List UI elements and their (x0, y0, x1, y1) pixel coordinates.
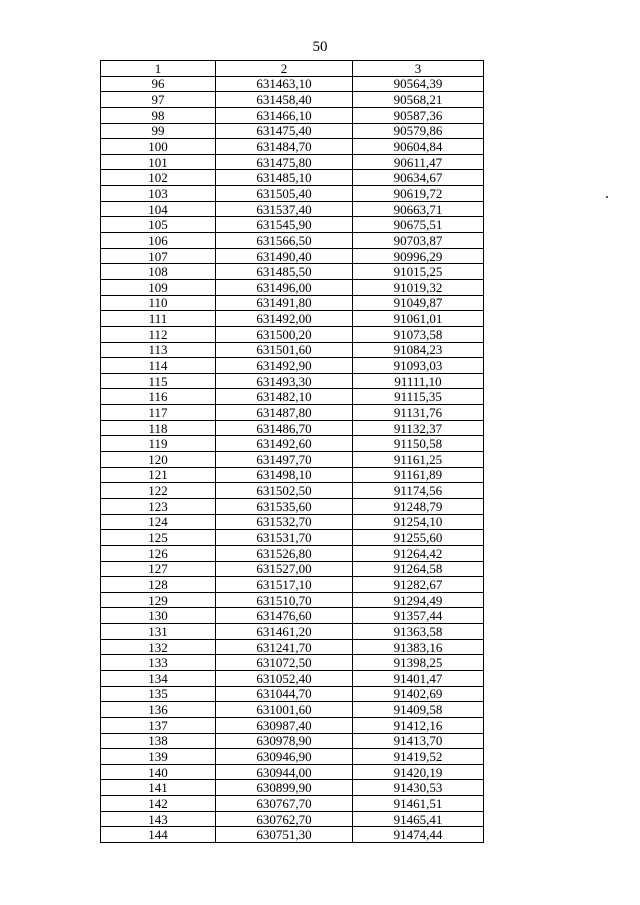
cell-x-coordinate: 631527,00 (216, 561, 353, 577)
table-row (101, 686, 484, 702)
cell-x-coordinate: 631458,40 (216, 92, 353, 108)
cell-y-coordinate: 91413,70 (353, 733, 484, 749)
cell-y-coordinate: 91409,58 (353, 702, 484, 718)
cell-point-number: 143 (101, 811, 216, 827)
cell-x-coordinate: 631463,10 (216, 76, 353, 92)
table-row (101, 530, 484, 546)
table-row (101, 764, 484, 780)
table-row (101, 514, 484, 530)
cell-y-coordinate: 90675,51 (353, 217, 484, 233)
table-row (101, 358, 484, 374)
cell-y-coordinate: 90611,47 (353, 154, 484, 170)
cell-point-number: 119 (101, 436, 216, 452)
cell-y-coordinate: 91254,10 (353, 514, 484, 530)
table-row (101, 201, 484, 217)
cell-x-coordinate: 631510,70 (216, 592, 353, 608)
cell-x-coordinate: 631044,70 (216, 686, 353, 702)
cell-point-number: 130 (101, 608, 216, 624)
scan-speck (606, 196, 608, 198)
cell-y-coordinate: 91073,58 (353, 326, 484, 342)
cell-x-coordinate: 630767,70 (216, 796, 353, 812)
cell-point-number: 113 (101, 342, 216, 358)
cell-x-coordinate: 631466,10 (216, 107, 353, 123)
cell-point-number: 109 (101, 279, 216, 295)
cell-point-number: 111 (101, 311, 216, 327)
table-row (101, 436, 484, 452)
table-row (101, 186, 484, 202)
cell-y-coordinate: 90587,36 (353, 107, 484, 123)
table-row (101, 107, 484, 123)
table-row (101, 717, 484, 733)
header-row (101, 61, 484, 77)
cell-point-number: 97 (101, 92, 216, 108)
cell-point-number: 114 (101, 358, 216, 374)
cell-point-number: 99 (101, 123, 216, 139)
table-row (101, 811, 484, 827)
cell-x-coordinate: 630987,40 (216, 717, 353, 733)
cell-x-coordinate: 631535,60 (216, 498, 353, 514)
cell-x-coordinate: 631492,90 (216, 358, 353, 374)
cell-y-coordinate: 91093,03 (353, 358, 484, 374)
cell-point-number: 106 (101, 233, 216, 249)
cell-point-number: 132 (101, 639, 216, 655)
table-row (101, 170, 484, 186)
cell-y-coordinate: 91430,53 (353, 780, 484, 796)
cell-y-coordinate: 90996,29 (353, 248, 484, 264)
cell-y-coordinate: 91161,89 (353, 467, 484, 483)
cell-y-coordinate: 90619,72 (353, 186, 484, 202)
cell-point-number: 131 (101, 624, 216, 640)
table-row (101, 342, 484, 358)
cell-point-number: 112 (101, 326, 216, 342)
cell-point-number: 129 (101, 592, 216, 608)
cell-y-coordinate: 90604,84 (353, 139, 484, 155)
table-row (101, 389, 484, 405)
table-body (101, 76, 484, 842)
cell-x-coordinate: 631475,80 (216, 154, 353, 170)
cell-point-number: 103 (101, 186, 216, 202)
cell-y-coordinate: 91161,25 (353, 452, 484, 468)
table-row (101, 749, 484, 765)
table-row (101, 670, 484, 686)
cell-y-coordinate: 91419,52 (353, 749, 484, 765)
table-row (101, 577, 484, 593)
cell-y-coordinate: 91465,41 (353, 811, 484, 827)
cell-y-coordinate: 91383,16 (353, 639, 484, 655)
cell-point-number: 96 (101, 76, 216, 92)
table-row (101, 655, 484, 671)
cell-point-number: 122 (101, 483, 216, 499)
cell-point-number: 139 (101, 749, 216, 765)
cell-point-number: 120 (101, 452, 216, 468)
table-row (101, 498, 484, 514)
cell-point-number: 134 (101, 670, 216, 686)
table-row (101, 295, 484, 311)
cell-point-number: 123 (101, 498, 216, 514)
cell-point-number: 136 (101, 702, 216, 718)
cell-x-coordinate: 631545,90 (216, 217, 353, 233)
table-row (101, 373, 484, 389)
cell-point-number: 140 (101, 764, 216, 780)
table-row (101, 76, 484, 92)
cell-point-number: 116 (101, 389, 216, 405)
cell-point-number: 128 (101, 577, 216, 593)
cell-x-coordinate: 631532,70 (216, 514, 353, 530)
cell-x-coordinate: 631490,40 (216, 248, 353, 264)
cell-y-coordinate: 91264,42 (353, 545, 484, 561)
table-header (101, 61, 484, 77)
cell-y-coordinate: 90663,71 (353, 201, 484, 217)
cell-y-coordinate: 91174,56 (353, 483, 484, 499)
cell-x-coordinate: 631566,50 (216, 233, 353, 249)
cell-x-coordinate: 630946,90 (216, 749, 353, 765)
table-row (101, 561, 484, 577)
cell-point-number: 124 (101, 514, 216, 530)
table-row (101, 608, 484, 624)
cell-point-number: 105 (101, 217, 216, 233)
cell-y-coordinate: 91015,25 (353, 264, 484, 280)
cell-x-coordinate: 631537,40 (216, 201, 353, 217)
cell-y-coordinate: 91255,60 (353, 530, 484, 546)
cell-x-coordinate: 631487,80 (216, 405, 353, 421)
cell-x-coordinate: 630751,30 (216, 827, 353, 843)
cell-y-coordinate: 91282,67 (353, 577, 484, 593)
table-row (101, 545, 484, 561)
coordinates-table (100, 60, 484, 843)
table-row (101, 639, 484, 655)
table-row (101, 827, 484, 843)
table-row (101, 483, 484, 499)
cell-y-coordinate: 91111,10 (353, 373, 484, 389)
cell-y-coordinate: 91363,58 (353, 624, 484, 640)
cell-point-number: 138 (101, 733, 216, 749)
cell-x-coordinate: 631505,40 (216, 186, 353, 202)
table-row (101, 592, 484, 608)
cell-x-coordinate: 631498,10 (216, 467, 353, 483)
cell-x-coordinate: 631491,80 (216, 295, 353, 311)
header-cell-x: 2 (216, 61, 353, 77)
cell-x-coordinate: 631486,70 (216, 420, 353, 436)
cell-y-coordinate: 91061,01 (353, 311, 484, 327)
cell-point-number: 133 (101, 655, 216, 671)
cell-x-coordinate: 631502,50 (216, 483, 353, 499)
cell-y-coordinate: 90634,67 (353, 170, 484, 186)
cell-y-coordinate: 91401,47 (353, 670, 484, 686)
table-row (101, 154, 484, 170)
table-row (101, 452, 484, 468)
cell-point-number: 117 (101, 405, 216, 421)
cell-x-coordinate: 631484,70 (216, 139, 353, 155)
table-row (101, 123, 484, 139)
cell-y-coordinate: 91474,44 (353, 827, 484, 843)
cell-point-number: 107 (101, 248, 216, 264)
cell-x-coordinate: 630762,70 (216, 811, 353, 827)
cell-point-number: 121 (101, 467, 216, 483)
table-row (101, 702, 484, 718)
cell-x-coordinate: 631072,50 (216, 655, 353, 671)
cell-x-coordinate: 630944,00 (216, 764, 353, 780)
cell-point-number: 108 (101, 264, 216, 280)
cell-y-coordinate: 91398,25 (353, 655, 484, 671)
cell-point-number: 141 (101, 780, 216, 796)
cell-y-coordinate: 90564,39 (353, 76, 484, 92)
header-cell-y: 3 (353, 61, 484, 77)
cell-point-number: 104 (101, 201, 216, 217)
cell-x-coordinate: 631476,60 (216, 608, 353, 624)
cell-y-coordinate: 91019,32 (353, 279, 484, 295)
table-row (101, 780, 484, 796)
cell-y-coordinate: 91248,79 (353, 498, 484, 514)
cell-y-coordinate: 90568,21 (353, 92, 484, 108)
cell-x-coordinate: 631492,00 (216, 311, 353, 327)
cell-y-coordinate: 91402,69 (353, 686, 484, 702)
cell-y-coordinate: 91132,37 (353, 420, 484, 436)
cell-x-coordinate: 631496,00 (216, 279, 353, 295)
cell-point-number: 137 (101, 717, 216, 733)
header-cell-point-number: 1 (101, 61, 216, 77)
cell-point-number: 127 (101, 561, 216, 577)
table-row (101, 796, 484, 812)
cell-x-coordinate: 631531,70 (216, 530, 353, 546)
cell-y-coordinate: 91131,76 (353, 405, 484, 421)
table-row (101, 326, 484, 342)
cell-point-number: 102 (101, 170, 216, 186)
cell-x-coordinate: 631497,70 (216, 452, 353, 468)
cell-y-coordinate: 90579,86 (353, 123, 484, 139)
cell-point-number: 144 (101, 827, 216, 843)
table-row (101, 279, 484, 295)
cell-x-coordinate: 631241,70 (216, 639, 353, 655)
table-row (101, 233, 484, 249)
cell-y-coordinate: 91357,44 (353, 608, 484, 624)
table-row (101, 624, 484, 640)
cell-point-number: 115 (101, 373, 216, 389)
cell-x-coordinate: 631517,10 (216, 577, 353, 593)
table-row (101, 264, 484, 280)
cell-point-number: 100 (101, 139, 216, 155)
cell-y-coordinate: 91115,35 (353, 389, 484, 405)
cell-x-coordinate: 631492,60 (216, 436, 353, 452)
cell-y-coordinate: 91084,23 (353, 342, 484, 358)
cell-point-number: 101 (101, 154, 216, 170)
cell-point-number: 110 (101, 295, 216, 311)
cell-x-coordinate: 631501,60 (216, 342, 353, 358)
cell-x-coordinate: 631001,60 (216, 702, 353, 718)
table-row (101, 467, 484, 483)
cell-point-number: 142 (101, 796, 216, 812)
page-number: 50 (312, 39, 328, 55)
cell-x-coordinate: 630899,90 (216, 780, 353, 796)
cell-y-coordinate: 90703,87 (353, 233, 484, 249)
table-row (101, 311, 484, 327)
table-row (101, 420, 484, 436)
cell-y-coordinate: 91150,58 (353, 436, 484, 452)
table-row (101, 248, 484, 264)
cell-x-coordinate: 631485,10 (216, 170, 353, 186)
cell-x-coordinate: 631475,40 (216, 123, 353, 139)
cell-point-number: 98 (101, 107, 216, 123)
cell-x-coordinate: 631052,40 (216, 670, 353, 686)
cell-point-number: 126 (101, 545, 216, 561)
cell-x-coordinate: 631482,10 (216, 389, 353, 405)
cell-y-coordinate: 91264,58 (353, 561, 484, 577)
table-row (101, 92, 484, 108)
cell-x-coordinate: 631526,80 (216, 545, 353, 561)
table-row (101, 733, 484, 749)
table-row (101, 405, 484, 421)
cell-y-coordinate: 91420,19 (353, 764, 484, 780)
cell-x-coordinate: 630978,90 (216, 733, 353, 749)
cell-x-coordinate: 631500,20 (216, 326, 353, 342)
cell-x-coordinate: 631493,30 (216, 373, 353, 389)
cell-y-coordinate: 91461,51 (353, 796, 484, 812)
cell-x-coordinate: 631461,20 (216, 624, 353, 640)
cell-point-number: 135 (101, 686, 216, 702)
table-row (101, 217, 484, 233)
cell-y-coordinate: 91294,49 (353, 592, 484, 608)
cell-y-coordinate: 91412,16 (353, 717, 484, 733)
cell-y-coordinate: 91049,87 (353, 295, 484, 311)
cell-point-number: 125 (101, 530, 216, 546)
cell-x-coordinate: 631485,50 (216, 264, 353, 280)
cell-point-number: 118 (101, 420, 216, 436)
table-row (101, 139, 484, 155)
